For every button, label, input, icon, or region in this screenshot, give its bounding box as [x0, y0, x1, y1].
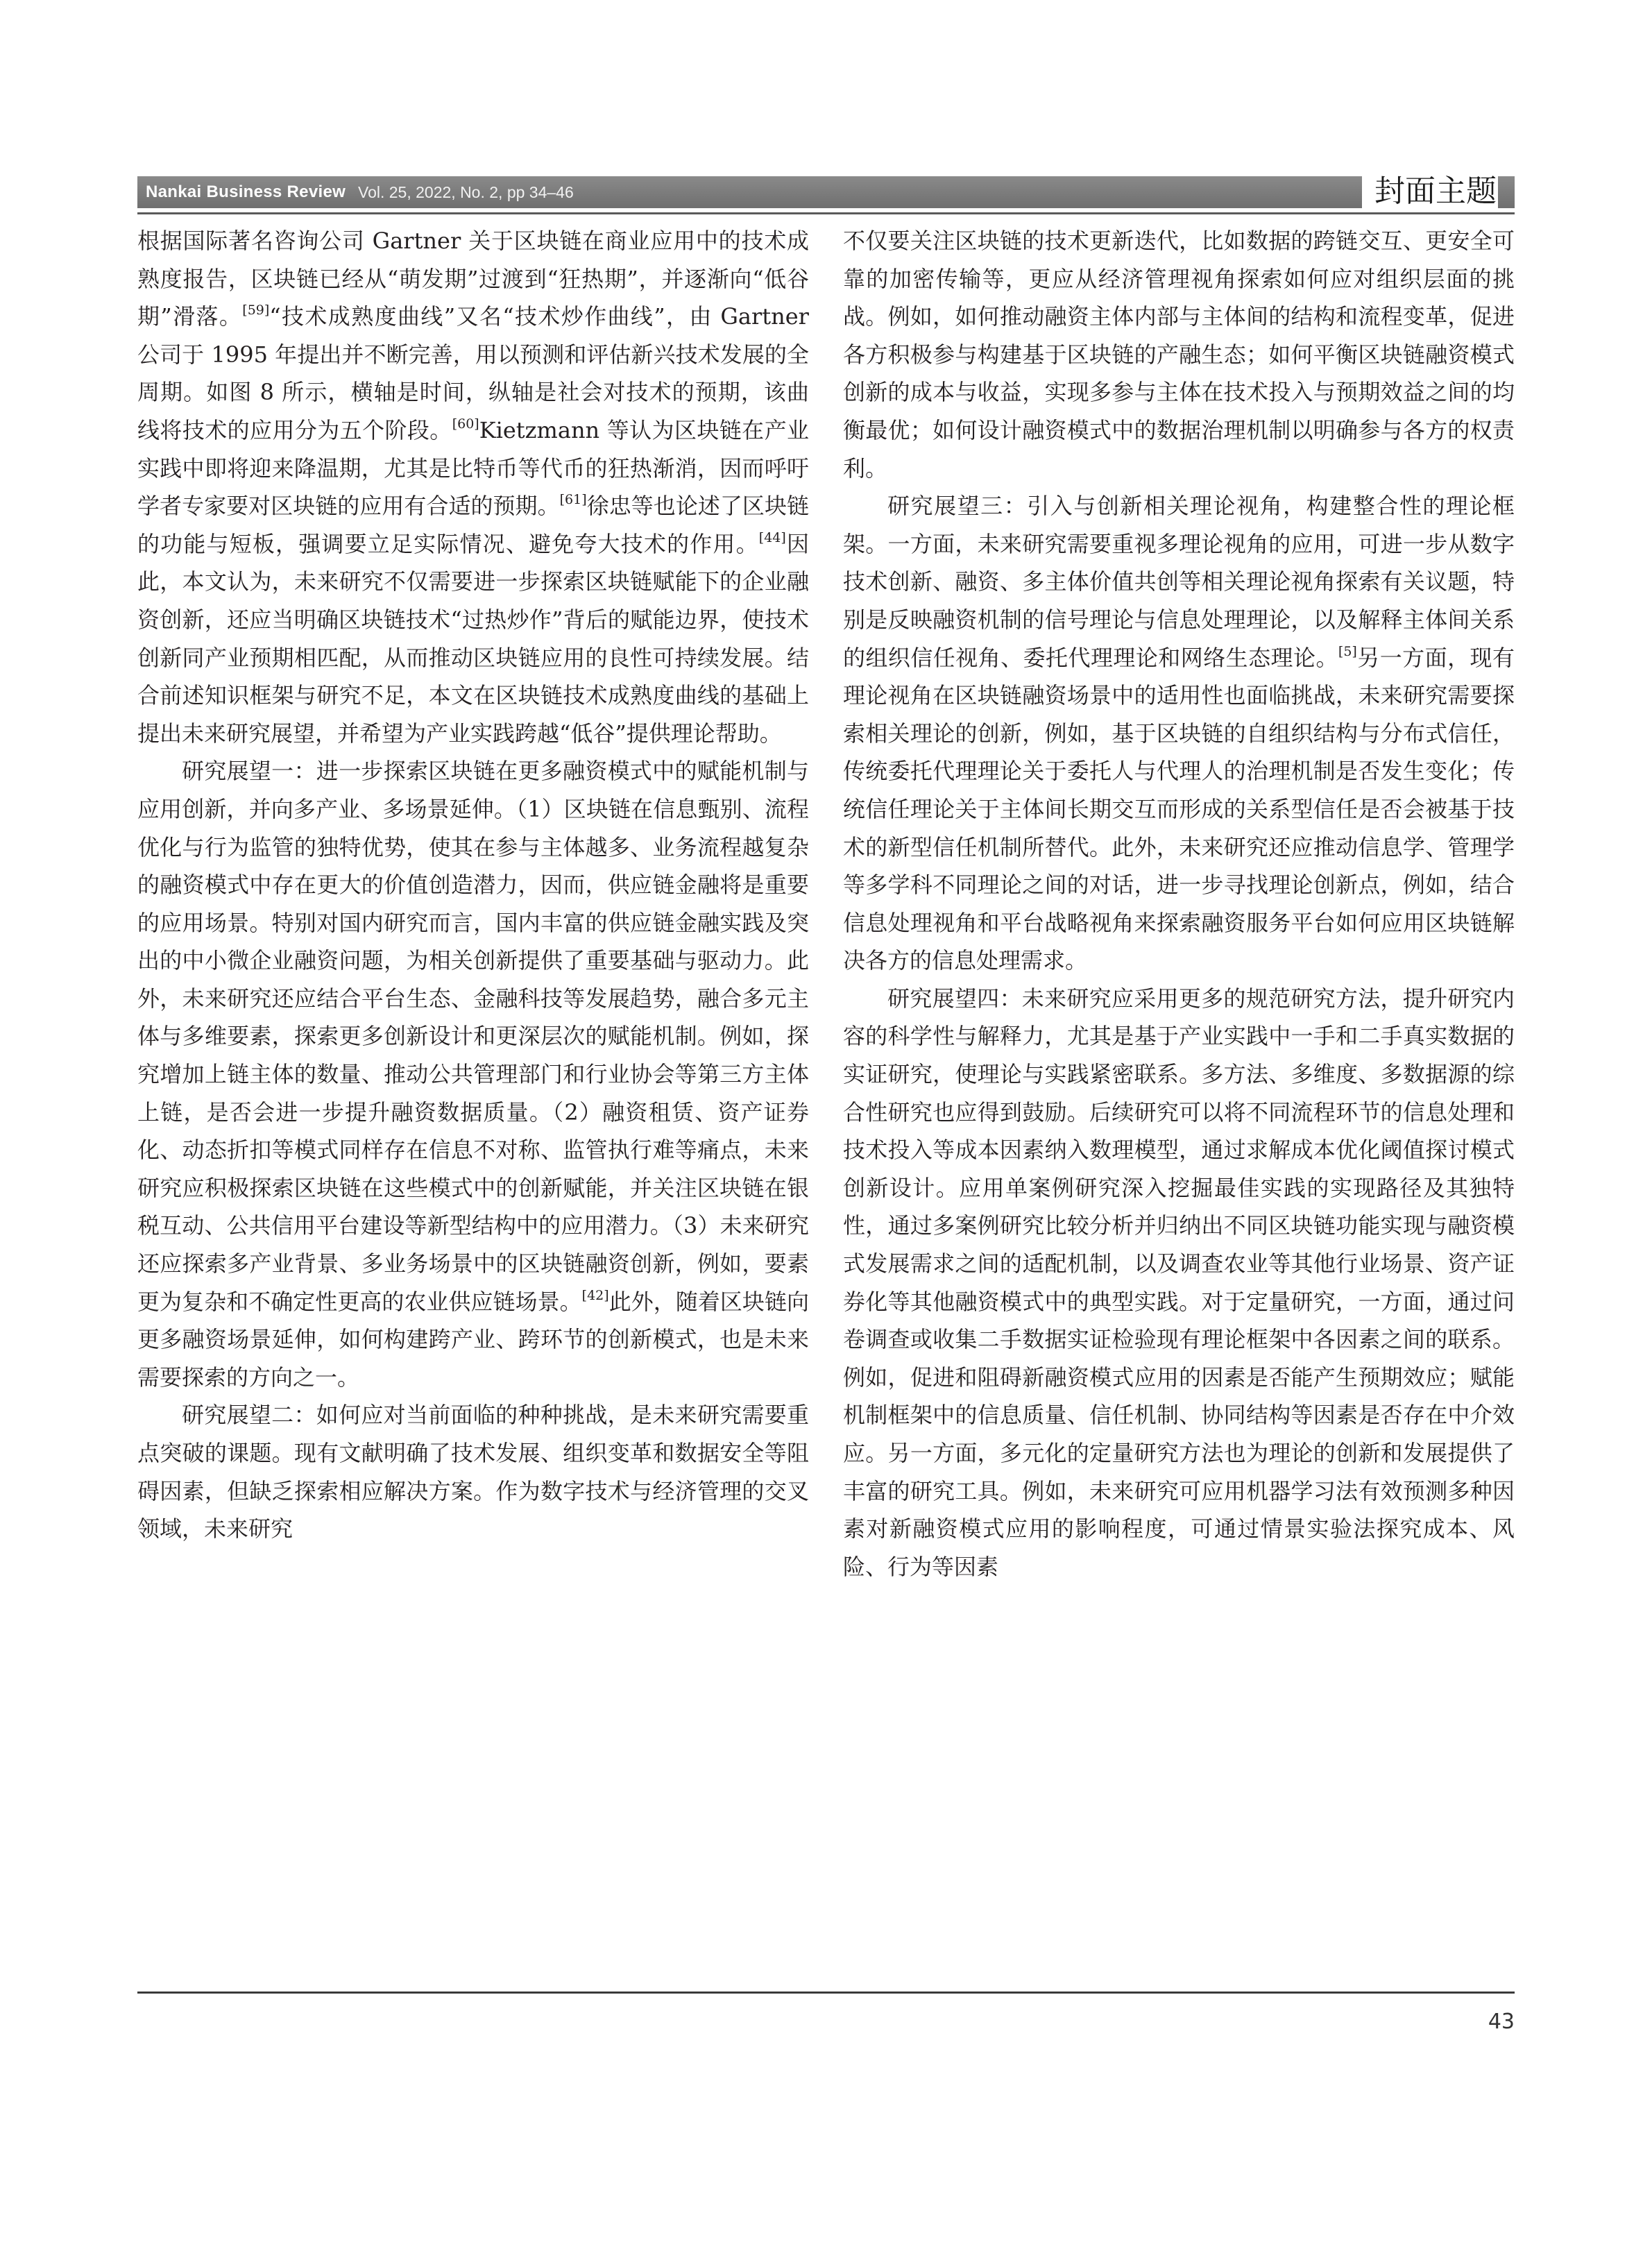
running-header: [137, 171, 1515, 215]
paragraph-hype-cycle: [137, 222, 809, 752]
footer-rule: [137, 1992, 1515, 1994]
text-run: 因此，本文认为，未来研究不仅需要进一步探索区块链赋能下的企业融资创新，还应当明确区块链技术“过热炒作”背后的赋能边界，使技术创新同产业预期相匹配，从而推动区块链应用的良性可持续发展。结合前述知识框架与研究不足，本文在区块链技术成熟度曲线的基础上提出未来研究展望，并希望为产业实践跨越“低谷”提供理论帮助。: [137, 530, 809, 747]
citation-42: [42]: [581, 1287, 609, 1303]
header-rule: [137, 212, 1515, 214]
text-run: “技术成熟度曲线”又名“技术炒作曲线”，由 Gartner 公司于 1995 年提出并不断完善，用以预测和评估新兴技术发展的全周期。如图 8 所示，横轴是时间，纵轴是社会对技术的预期，该曲线将技术的应用分为五个阶段。: [137, 303, 809, 443]
text-run: 研究展望二：如何应对当前面临的种种挑战，是未来研究需要重点突破的课题。现有文献明确了技术发展、组织变革和数据安全等阻碍因素，但缺乏探索相应解决方案。作为数字技术与经济管理的交叉领域，未来研究: [137, 1402, 809, 1543]
paragraph-outlook-three: [843, 487, 1515, 980]
section-title: 封面主题: [1362, 171, 1498, 212]
text-run: 研究展望四：未来研究应采用更多的规范研究方法，提升研究内容的科学性与解释力，尤其是基于产业实践中一手和二手真实数据的实证研究，使理论与实践紧密联系。多方法、多维度、多数据源的综合性研究也应得到鼓励。后续研究可以将不同流程环节的信息处理和技术投入等成本因素纳入数理模型，通过求解成本优化阈值探讨模式创新设计。应用单案例研究深入挖掘最佳实践的实现路径及其独特性，通过多案例研究比较分析并归纳出不同区块链功能实现与融资模式发展需求之间的适配机制，以及调查农业等其他行业场景、资产证券化等其他融资模式中的典型实践。对于定量研究，一方面，通过问卷调查或收集二手数据实证检验现有理论框架中各因素之间的联系。例如，促进和阻碍新融资模式应用的因素是否能产生预期效应；赋能机制框架中的信息质量、信任机制、协同结构等因素是否存在中介效应。另一方面，多元化的定量研究方法也为理论的创新和发展提供了丰富的研究工具。例如，未来研究可应用机器学习法有效预测多种因素对新融资模式应用的影响程度，可通过情景实验法探究成本、风险、行为等因素: [843, 985, 1515, 1580]
text-run: 不仅要关注区块链的技术更新迭代，比如数据的跨链交互、更安全可靠的加密传输等，更应从经济管理视角探索如何应对组织层面的挑战。例如，如何推动融资主体内部与主体间的结构和流程变革，促进各方积极参与构建基于区块链的产融生态；如何平衡区块链融资模式创新的成本与收益，实现多参与主体在技术投入与预期效益之间的均衡最优；如何设计融资模式中的数据治理机制以明确参与各方的权责利。: [843, 228, 1515, 482]
paragraph-outlook-one: [137, 752, 809, 1396]
left-column: [137, 222, 809, 1548]
text-run: 根据国际著名咨询公司 Gartner 关于区块链在商业应用中的技术成熟度报告，区块链已经从“萌发期”过渡到“狂热期”，并逐渐向“低谷期”滑落。: [137, 228, 809, 330]
citation-61: [61]: [559, 492, 587, 508]
text-run: 徐忠等也论述了区块链的功能与短板，强调要立足实际情况、避免夸大技术的作用。: [137, 493, 809, 557]
text-run: Kietzmann 等认为区块链在产业实践中即将迎来降温期，尤其是比特币等代币的狂热渐消，因而呼吁学者专家要对区块链的应用有合适的预期。: [137, 416, 809, 520]
text-run: 研究展望一：进一步探索区块链在更多融资模式中的赋能机制与应用创新，并向多产业、多场景延伸。（1）区块链在信息甄别、流程优化与行为监管的独特优势，使其在参与主体越多、业务流程越复杂的融资模式中存在更大的价值创造潜力，因而，供应链金融将是重要的应用场景。特别对国内研究而言，国内丰富的供应链金融实践及突出的中小微企业融资问题，为相关创新提供了重要基础与驱动力。此外，未来研究还应结合平台生态、金融科技等发展趋势，融合多元主体与多维要素，探索更多创新设计和更深层次的赋能机制。例如，探究增加上链主体的数量、推动公共管理部门和行业协会等第三方主体上链，是否会进一步提升融资数据质量。（2）融资租赁、资产证券化、动态折扣等模式同样存在信息不对称、监管执行难等痛点，未来研究应积极探索区块链在这些模式中的创新赋能，并关注区块链在银税互动、公共信用平台建设等新型结构中的应用潜力。（3）未来研究还应探索多产业背景、多业务场景中的区块链融资创新，例如，要素更为复杂和不确定性更高的农业供应链场景。: [137, 758, 809, 1315]
text-run: 另一方面，现有理论视角在区块链融资场景中的适用性也面临挑战，未来研究需要探索相关理论的创新，例如，基于区块链的自组织结构与分布式信任，传统委托代理理论关于委托人与代理人的治理机制是否发生变化；传统信任理论关于主体间长期交互而形成的关系型信任是否会被基于技术的新型信任机制所替代。此外，未来研究还应推动信息学、管理学等多学科不同理论之间的对话，进一步寻找理论创新点，例如，结合信息处理视角和平台战略视角来探索融资服务平台如何应用区块链解决各方的信息处理需求。: [843, 644, 1515, 974]
journal-name: Nankai Business Review: [146, 182, 346, 201]
paragraph-outlook-two-cont: [843, 222, 1515, 487]
issue-info: Vol. 25, 2022, No. 2, pp 34–46: [358, 183, 574, 201]
text-run: 研究展望三：引入与创新相关理论视角，构建整合性的理论框架。一方面，未来研究需要重视多理论视角的应用，可进一步从数字技术创新、融资、多主体价值共创等相关理论视角探索有关议题，特别是反映融资机制的信号理论与信息处理理论，以及解释主体间关系的组织信任视角、委托代理理论和网络生态理论。: [843, 493, 1515, 671]
citation-59: [59]: [242, 303, 270, 319]
citation-60: [60]: [452, 416, 479, 432]
right-column: [843, 222, 1515, 1586]
paragraph-outlook-two: [137, 1396, 809, 1547]
citation-5: [5]: [1338, 643, 1357, 659]
page-number: 43: [1488, 2010, 1515, 2034]
paragraph-outlook-four: [843, 980, 1515, 1586]
text-run: 此外，随着区块链向更多融资场景延伸，如何构建跨产业、跨环节的创新模式，也是未来需要探索的方向之一。: [137, 1288, 809, 1391]
citation-44: [44]: [758, 529, 786, 545]
